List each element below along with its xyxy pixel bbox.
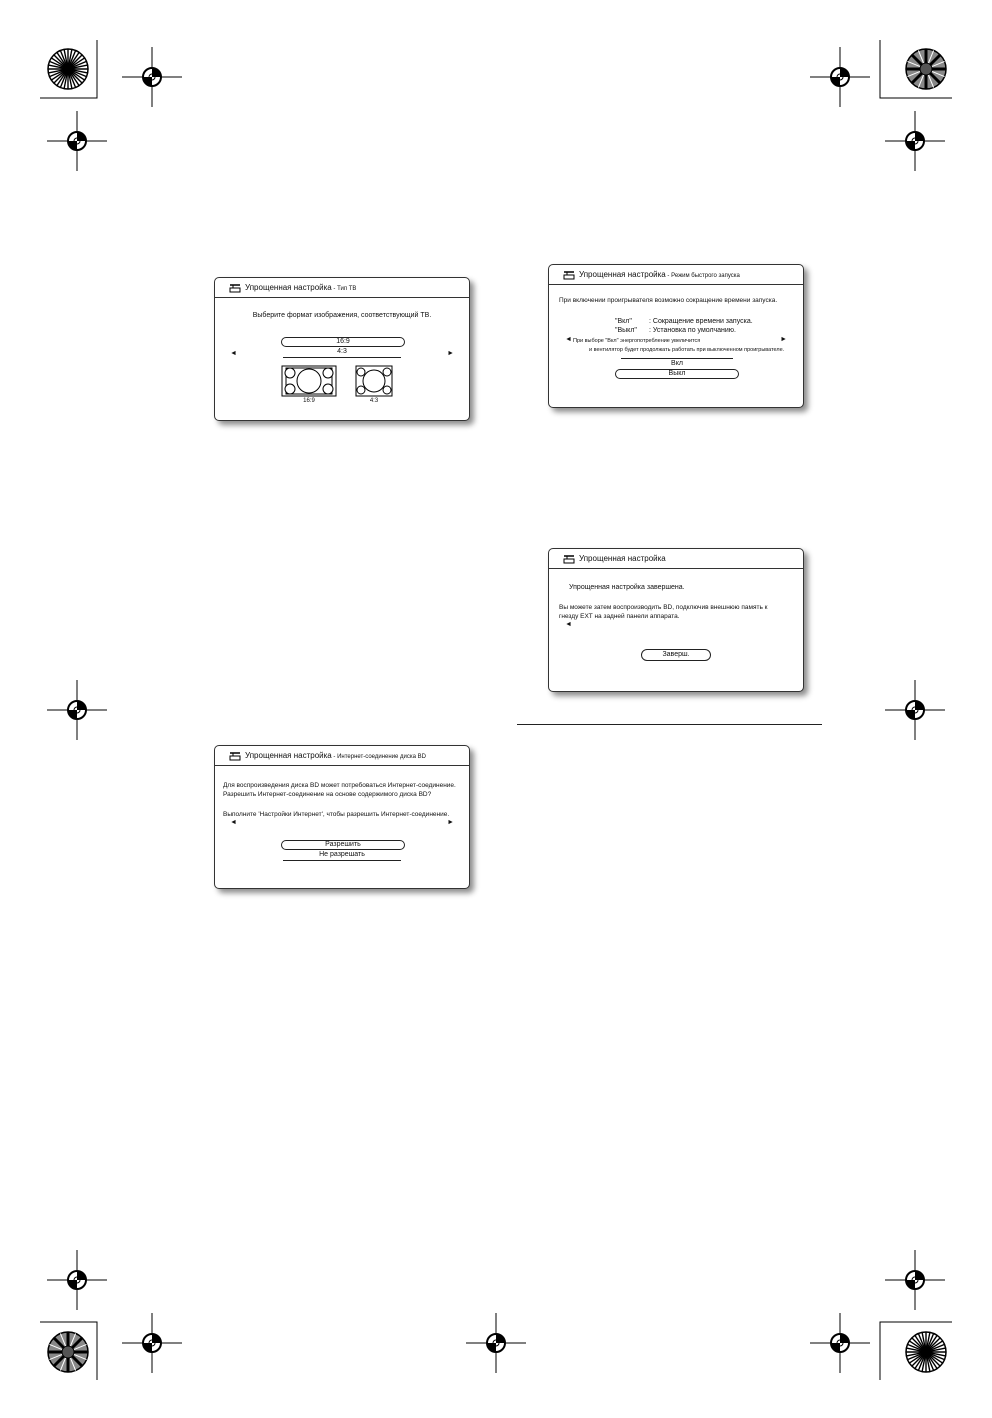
prompt-text: Выберите формат изображения, соответствующий ТВ. <box>252 312 432 319</box>
off-description: : Установка по умолчанию. <box>649 327 736 334</box>
caption-16-9: 16:9 <box>303 398 315 404</box>
on-description: : Сокращение времени запуска. <box>649 318 753 325</box>
arrow-left-icon[interactable]: ◄ <box>565 621 572 628</box>
option-allow[interactable]: Разрешить <box>281 840 405 850</box>
arrow-right-icon[interactable]: ► <box>780 336 787 343</box>
info-line-1: Для воспроизведения диска BD может потребоваться Интернет-соединение. <box>223 782 456 789</box>
divider <box>621 358 733 359</box>
dialog-tv-type <box>214 277 470 421</box>
dialog-subtitle: - Интернет-соединение диска BD <box>331 754 427 760</box>
finish-button[interactable]: Заверш. <box>641 649 711 661</box>
dialog-header <box>215 278 469 298</box>
info-text: При включении проигрывателя возможно сокращение времени запуска. <box>559 297 778 304</box>
dialog-title: Упрощенная настройка <box>579 554 666 563</box>
arrow-right-icon[interactable]: ► <box>447 350 454 357</box>
info-line-3: Выполните 'Настройки Интернет', чтобы разрешить Интернет-соединение. <box>223 811 450 818</box>
info-line-1: Вы можете затем воспроизводить BD, подключив внешнюю память к <box>559 604 768 611</box>
standard-preview-image <box>355 365 393 397</box>
dialog-title: Упрощенная настройка <box>245 751 332 760</box>
arrow-left-icon[interactable]: ◄ <box>230 350 237 357</box>
dialog-subtitle: - Режим быстрого запуска <box>665 273 740 279</box>
on-key-label: "Вкл" <box>615 318 632 325</box>
dialog-setup-complete <box>548 548 804 692</box>
setup-toolbox-icon <box>229 283 241 293</box>
setup-toolbox-icon <box>563 270 575 280</box>
dialog-header <box>549 549 803 569</box>
section-divider <box>517 724 822 725</box>
option-off[interactable]: Выкл <box>615 369 739 379</box>
arrow-right-icon[interactable]: ► <box>447 819 454 826</box>
off-key-label: "Выкл" <box>615 327 637 334</box>
option-on[interactable]: Вкл <box>671 360 683 367</box>
note-line-2: и вентилятор будет продолжать работать при выключенном проигрывателе. <box>589 347 785 353</box>
dialog-header <box>549 265 803 285</box>
setup-toolbox-icon <box>229 751 241 761</box>
widescreen-preview-image <box>281 365 337 397</box>
info-line-2: гнезду EXT на задней панели аппарата. <box>559 613 680 620</box>
note-line-1: При выборе "Вкл" энергопотребление увеличится <box>573 338 701 344</box>
option-4-3[interactable]: 4:3 <box>283 348 401 358</box>
dialog-title: Упрощенная настройка <box>579 270 666 279</box>
option-16-9[interactable]: 16:9 <box>281 337 405 347</box>
dialog-bd-internet <box>214 745 470 889</box>
setup-toolbox-icon <box>563 554 575 564</box>
dialog-subtitle: - Тип ТВ <box>331 286 357 292</box>
arrow-left-icon[interactable]: ◄ <box>565 336 572 343</box>
dialog-title: Упрощенная настройка <box>245 283 332 292</box>
option-deny[interactable]: Не разрешать <box>283 851 401 861</box>
dialog-quick-start <box>548 264 804 408</box>
arrow-left-icon[interactable]: ◄ <box>230 819 237 826</box>
info-line-2: Разрешить Интернет-соединение на основе содержимого диска BD? <box>223 791 432 798</box>
caption-4-3: 4:3 <box>369 398 379 404</box>
dialog-header <box>215 746 469 766</box>
completion-message: Упрощенная настройка завершена. <box>569 584 685 591</box>
